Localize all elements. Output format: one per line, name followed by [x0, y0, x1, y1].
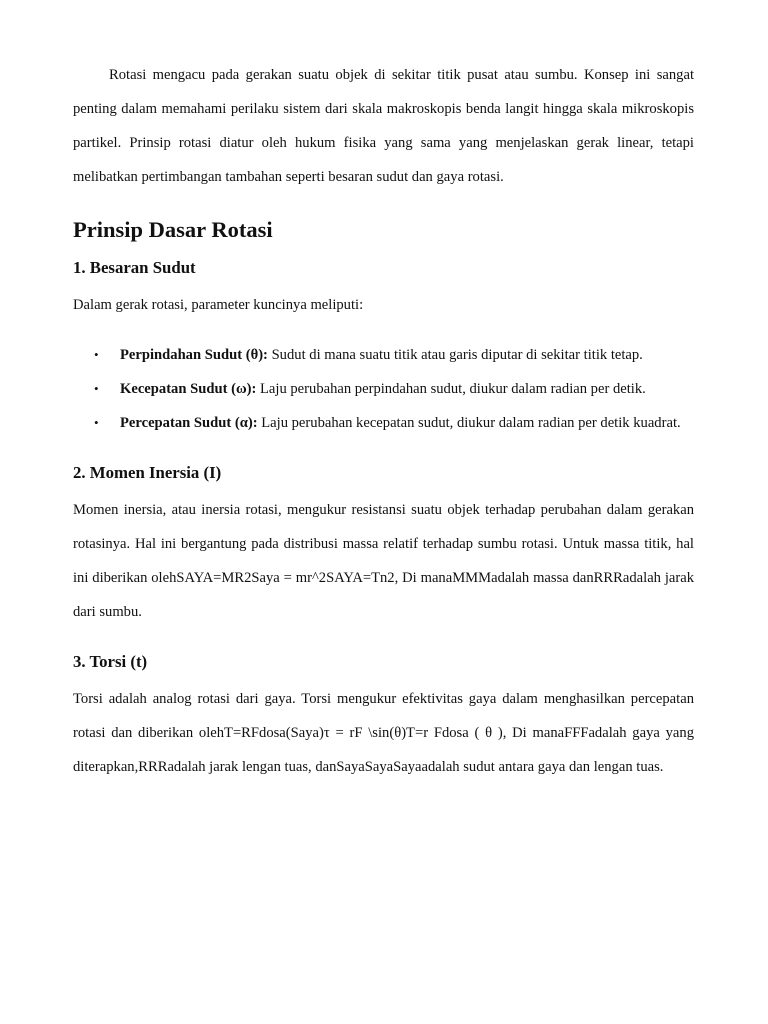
list-item-text: Sudut di mana suatu titik atau garis diputar di sekitar titik tetap. [267, 347, 643, 363]
intro-paragraph: Rotasi mengacu pada gerakan suatu objek di sekitar titik pusat atau sumbu. Konsep ini sangat penting dalam memahami perilaku sistem dari skala makroskopis benda langit hingga skala mikroskopis partikel. Prinsip rotasi diatur oleh hukum fisika yang sama yang menjelaskan gerak linear, tetapi melibatkan pertimbangan tambahan seperti besaran sudut dan gaya rotasi. [73, 67, 694, 185]
document-page [73, 58, 694, 784]
section-1-lead: Dalam gerak rotasi, parameter kuncinya meliputi: [73, 297, 364, 313]
section-3-heading: 3. Torsi (t) [73, 652, 148, 671]
angular-quantities-list [73, 338, 694, 440]
list-item [73, 372, 694, 406]
section-2-heading: 2. Momen Inersia (I) [73, 463, 222, 482]
list-item [73, 338, 694, 372]
list-item-term: Kecepatan Sudut (ω): [120, 381, 257, 397]
list-item [73, 406, 694, 440]
section-2-body: Momen inersia, atau inersia rotasi, mengukur resistansi suatu objek terhadap perubahan dalam gerakan rotasinya. Hal ini bergantung pada distribusi massa relatif terhadap sumbu rotasi. Untuk massa titik, hal ini diberikan olehSAYA=MR2Saya = mr^2SAYA=Tn2, Di manaMMMadalah massa danRRRadalah jarak dari sumbu. [73, 502, 694, 620]
list-item-term: Perpindahan Sudut (θ): [120, 347, 268, 363]
bullet-icon: • [94, 381, 99, 396]
list-item-text: Laju perubahan kecepatan sudut, diukur dalam radian per detik kuadrat. [257, 415, 681, 431]
section-3-body: Torsi adalah analog rotasi dari gaya. Torsi mengukur efektivitas gaya dalam menghasilkan percepatan rotasi dan diberikan olehT=RFdosa(Saya)τ = rF \sin(θ)T=r Fdosa ( θ ), Di manaFFFadalah gaya yang diterapkan,RRRadalah jarak lengan tuas, danSayaSayaSayaadalah sudut antara gaya dan lengan tuas. [73, 691, 694, 775]
bullet-icon: • [94, 415, 99, 430]
list-item-term: Percepatan Sudut (α): [120, 415, 258, 431]
bullet-icon: • [94, 347, 99, 362]
main-heading: Prinsip Dasar Rotasi [73, 217, 273, 242]
list-item-text: Laju perubahan perpindahan sudut, diukur dalam radian per detik. [256, 381, 646, 397]
section-1-heading: 1. Besaran Sudut [73, 258, 196, 277]
